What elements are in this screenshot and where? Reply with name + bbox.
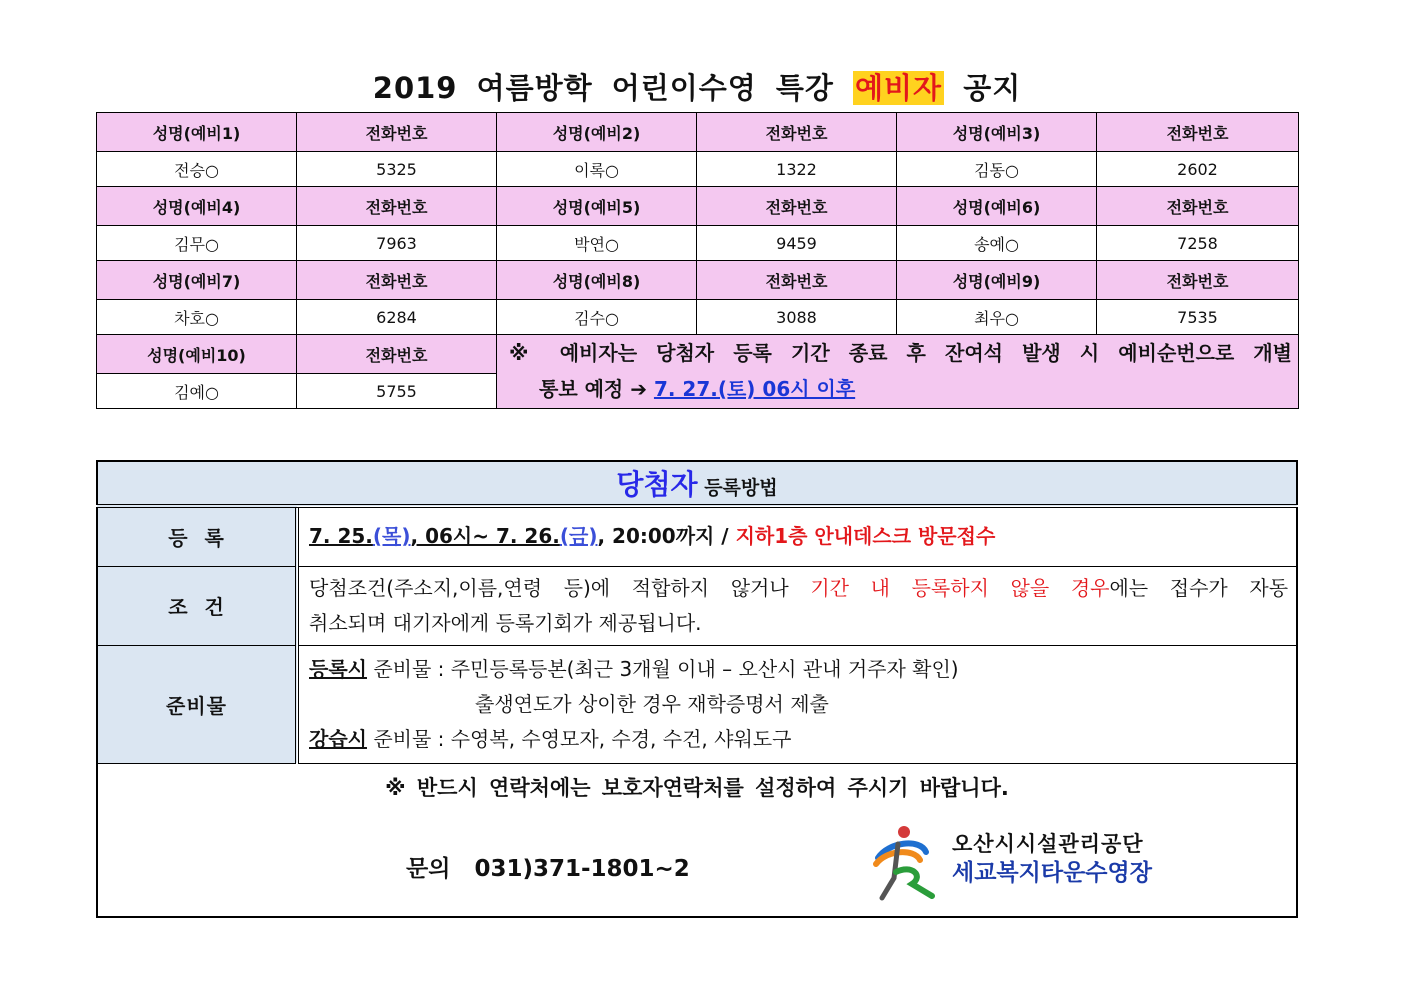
reserve-header-row bbox=[97, 335, 1299, 374]
reg-location: 지하1층 안내데스크 방문접수 bbox=[735, 524, 996, 549]
reserve-phone: 9459 bbox=[697, 226, 897, 261]
phone-header: 전화번호 bbox=[697, 261, 897, 300]
phone-header: 전화번호 bbox=[297, 113, 497, 152]
phone-header: 전화번호 bbox=[697, 187, 897, 226]
phone-header: 전화번호 bbox=[297, 187, 497, 226]
condition-text1: 당첨조건(주소지,이름,연령 등)에 적합하지 않거나 bbox=[309, 575, 789, 600]
reserve-name: 김동○ bbox=[897, 152, 1097, 187]
reserve-data-row bbox=[97, 300, 1299, 335]
reg-date-end: , 20:00까지 / bbox=[597, 524, 729, 549]
footer-note: ※ 반드시 연락처에는 보호자연락처를 설정하여 주시기 바랍니다. bbox=[385, 775, 1009, 800]
reserve-label: 성명(예비2) bbox=[497, 113, 697, 152]
phone-header: 전화번호 bbox=[697, 113, 897, 152]
registration-label: 등 록 bbox=[97, 506, 297, 566]
reserve-data-row bbox=[97, 226, 1299, 261]
reserve-name: 이록○ bbox=[497, 152, 697, 187]
reserve-label: 성명(예비9) bbox=[897, 261, 1097, 300]
reserve-phone: 3088 bbox=[697, 300, 897, 335]
title-highlight: 예비자 bbox=[855, 71, 943, 105]
page-title bbox=[96, 66, 1298, 107]
prep-class-text: 준비물 : 수영복, 수영모자, 수경, 수건, 샤워도구 bbox=[373, 726, 792, 751]
reserve-note bbox=[497, 335, 1299, 409]
reserve-note-line2: 통보 예정 ➔ bbox=[539, 377, 647, 401]
org-facility: 세교복지타운수영장 bbox=[952, 859, 1152, 886]
phone-header: 전화번호 bbox=[1097, 113, 1299, 152]
org-name: 오산시시설관리공단 bbox=[952, 831, 1144, 856]
reserve-table bbox=[96, 112, 1299, 409]
reserve-note-line1: ※ 예비자는 당첨자 등록 기간 종료 후 잔여석 발생 시 예비순번으로 개별 bbox=[509, 341, 1292, 365]
reserve-name: 김무○ bbox=[97, 226, 297, 261]
reserve-name: 박연○ bbox=[497, 226, 697, 261]
title-prefix: 2019 여름방학 어린이수영 특강 bbox=[372, 71, 834, 105]
reserve-data-row bbox=[97, 152, 1299, 187]
reserve-label: 성명(예비1) bbox=[97, 113, 297, 152]
register-heading-big: 당첨자 bbox=[616, 468, 698, 501]
reserve-header-row bbox=[97, 113, 1299, 152]
reserve-label: 성명(예비4) bbox=[97, 187, 297, 226]
reserve-name: 차호○ bbox=[97, 300, 297, 335]
reserve-label: 성명(예비5) bbox=[497, 187, 697, 226]
prep-reg-text2: 출생연도가 상이한 경우 재학증명서 제출 bbox=[475, 691, 829, 716]
condition-text3: 에는 접수가 자동 bbox=[1109, 575, 1289, 600]
reserve-phone: 2602 bbox=[1097, 152, 1299, 187]
phone-header: 전화번호 bbox=[1097, 261, 1299, 300]
reserve-phone: 7258 bbox=[1097, 226, 1299, 261]
register-table bbox=[96, 460, 1298, 918]
register-heading bbox=[97, 461, 1297, 506]
phone-header: 전화번호 bbox=[1097, 187, 1299, 226]
contact-info bbox=[406, 850, 714, 883]
reserve-header-row bbox=[97, 261, 1299, 300]
reserve-name: 송예○ bbox=[897, 226, 1097, 261]
reserve-name: 김수○ bbox=[497, 300, 697, 335]
reserve-label: 성명(예비6) bbox=[897, 187, 1097, 226]
prep-label: 준비물 bbox=[97, 645, 297, 763]
reserve-phone: 6284 bbox=[297, 300, 497, 335]
condition-content bbox=[297, 566, 1297, 645]
reserve-note-date: 7. 27.(토) 06시 이후 bbox=[653, 377, 856, 401]
reserve-label: 성명(예비10) bbox=[97, 335, 297, 374]
register-heading-small: 등록방법 bbox=[704, 477, 778, 499]
reserve-name: 전승○ bbox=[97, 152, 297, 187]
contact-label: 문의 bbox=[406, 855, 451, 882]
reserve-phone: 1322 bbox=[697, 152, 897, 187]
phone-header: 전화번호 bbox=[297, 335, 497, 374]
reserve-name: 김예○ bbox=[97, 374, 297, 409]
reserve-label: 성명(예비8) bbox=[497, 261, 697, 300]
prep-reg-text: 준비물 : 주민등록등본(최근 3개월 이내 – 오산시 관내 거주자 확인) bbox=[373, 656, 959, 681]
reg-date-mid: , 06시~ 7. 26. bbox=[410, 524, 560, 549]
reg-day-start: (목) bbox=[372, 524, 411, 549]
reserve-phone: 5755 bbox=[297, 374, 497, 409]
prep-class-key: 강습시 bbox=[309, 726, 367, 751]
reserve-phone: 5325 bbox=[297, 152, 497, 187]
reserve-phone: 7535 bbox=[1097, 300, 1299, 335]
title-suffix: 공지 bbox=[963, 71, 1022, 105]
condition-text4: 취소되며 대기자에게 등록기회가 제공됩니다. bbox=[309, 610, 702, 635]
reg-day-end: (금) bbox=[559, 524, 598, 549]
register-footer bbox=[97, 763, 1297, 917]
condition-text2: 기간 내 등록하지 않을 경우 bbox=[810, 575, 1110, 600]
reserve-name: 최우○ bbox=[897, 300, 1097, 335]
prep-reg-key: 등록시 bbox=[309, 656, 367, 681]
reserve-label: 성명(예비7) bbox=[97, 261, 297, 300]
condition-label: 조 건 bbox=[97, 566, 297, 645]
phone-header: 전화번호 bbox=[297, 261, 497, 300]
contact-number: 031)371-1801~2 bbox=[474, 855, 690, 882]
reserve-label: 성명(예비3) bbox=[897, 113, 1097, 152]
reserve-header-row bbox=[97, 187, 1299, 226]
registration-content bbox=[297, 506, 1297, 566]
prep-content bbox=[297, 645, 1297, 763]
reserve-phone: 7963 bbox=[297, 226, 497, 261]
reg-date-start: 7. 25. bbox=[309, 524, 373, 549]
